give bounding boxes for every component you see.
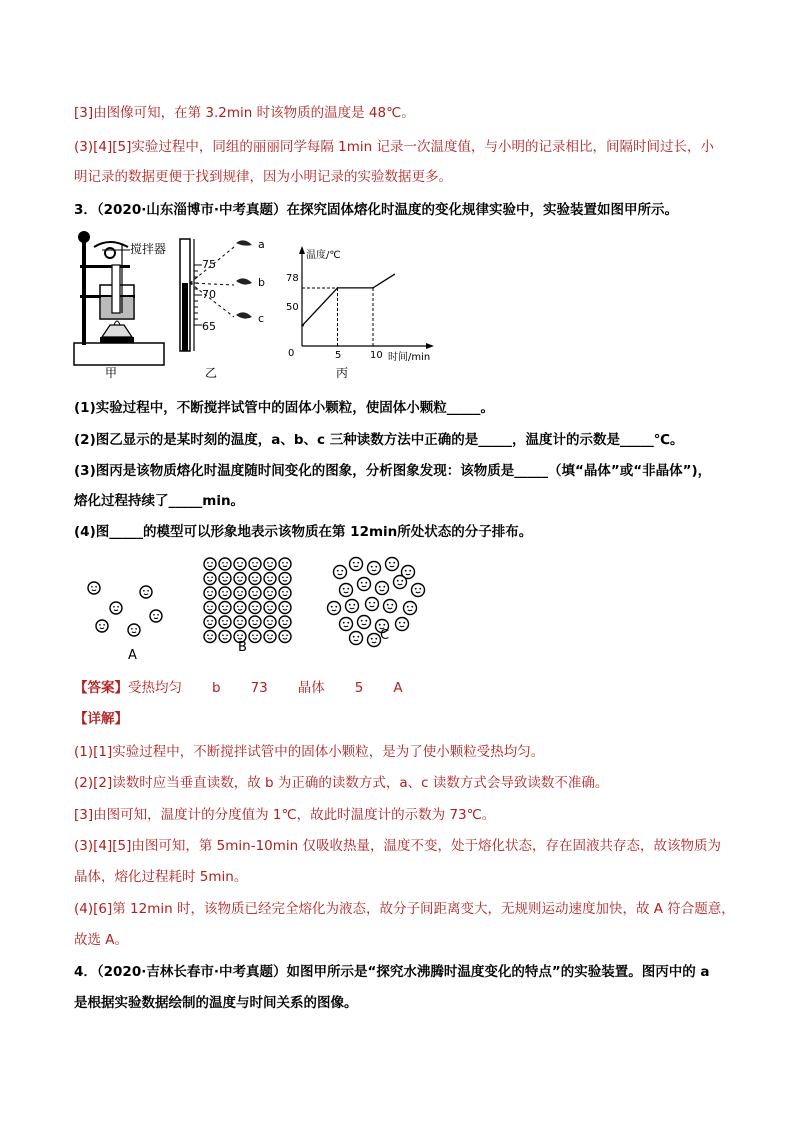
molecule-solid [219, 602, 231, 614]
molecule-solid [264, 587, 276, 599]
answer-6: A [393, 680, 403, 696]
molecule-liquid [346, 600, 359, 613]
chart-y-arrow [299, 246, 305, 254]
answer-tag: 【答案】 [74, 680, 128, 696]
molecule-liquid [396, 618, 409, 631]
molecule-solid [249, 573, 261, 585]
molecule-solid [249, 616, 261, 628]
molecule-solid [219, 616, 231, 628]
molecule-gas [140, 586, 152, 598]
molecule-liquid [376, 582, 389, 595]
molecule-gas [96, 620, 108, 632]
molecule-solid [234, 558, 246, 570]
molecule-solid [204, 558, 216, 570]
q3-part3-cont: 熔化过程持续了_____min。 [74, 493, 245, 509]
eye-label-c: c [258, 312, 265, 325]
q3-part1: (1)实验过程中，不断搅拌试管中的固体小颗粒，使固体小颗粒_____。 [74, 400, 494, 416]
figure-yi-thermometer [172, 235, 282, 355]
molecule-solid [264, 631, 276, 643]
molecule-solid [264, 616, 276, 628]
chart-x-arrow [426, 343, 434, 349]
detail-tag: 【详解】 [74, 711, 128, 727]
molecule-solid [219, 558, 231, 570]
prev-answer-line: [3]由图像可知，在第 3.2min 时该物质的温度是 48℃。 [74, 105, 415, 121]
answer-5: 5 [354, 680, 364, 696]
model-label-a: A [128, 648, 137, 663]
stirrer-leader-line [100, 245, 130, 255]
stirrer-label: 搅拌器 [130, 242, 167, 256]
molecule-solid [234, 587, 246, 599]
chart-x-tick-5: 5 [335, 350, 342, 361]
figure-bing-chart [282, 238, 442, 368]
detail-1: (1)[1]实验过程中，不断搅拌试管中的固体小颗粒，是为了使小颗粒受热均匀。 [74, 744, 545, 760]
molecule-solid [219, 631, 231, 643]
molecule-solid [279, 616, 291, 628]
detail-4: (3)[4][5]由图可知，第 5min-10min 仅吸收热量，温度不变，处于熔化状态，存在固液共存态，故该物质为 [74, 838, 722, 854]
molecule-models [84, 550, 464, 670]
molecule-solid [234, 573, 246, 585]
molecule-liquid [384, 600, 397, 613]
molecule-solid [204, 587, 216, 599]
molecule-solid [204, 616, 216, 628]
molecule-gas [128, 624, 140, 636]
molecule-solid [234, 602, 246, 614]
thermo-tick-75: 75 [202, 258, 216, 271]
molecule-solid [264, 573, 276, 585]
thermo-tick-65: 65 [202, 320, 216, 333]
chart-y-tick-50: 50 [286, 302, 299, 313]
molecule-solid [204, 573, 216, 585]
q3-part2: (2)图乙显示的是某时刻的温度，a、b、c 三种读数方法中正确的是_____，温度计的示数是_____℃。 [74, 432, 684, 448]
molecule-liquid [368, 562, 381, 575]
molecule-liquid [350, 558, 363, 571]
molecule-solid [204, 602, 216, 614]
molecule-solid [264, 602, 276, 614]
molecule-liquid [386, 558, 399, 571]
molecule-liquid [366, 598, 379, 611]
molecule-liquid [412, 584, 425, 597]
molecule-liquid [358, 578, 371, 591]
answer-line [74, 676, 403, 696]
molecule-gas [110, 602, 122, 614]
chart-xlabel: 时间/min [388, 352, 431, 363]
figure-bing-label: 丙 [336, 366, 349, 380]
chart-ylabel: 温度/℃ [306, 250, 341, 261]
detail-4-cont: 晶体，熔化过程耗时 5min。 [74, 869, 248, 885]
model-label-c: C [380, 628, 390, 643]
molecule-solid [234, 616, 246, 628]
figure-yi-label: 乙 [205, 366, 218, 380]
q3-part4: (4)图_____的模型可以形象地表示该物质在第 12min所处状态的分子排布。 [74, 524, 533, 540]
molecule-solid [279, 631, 291, 643]
thermo-tick-70: 70 [202, 288, 216, 301]
q4-stem: 4．（2020·吉林长春市·中考真题）如图甲所示是“探究水沸腾时温度变化的特点”的实验装置。图丙中的 a [74, 964, 710, 980]
molecule-gas [150, 610, 162, 622]
molecule-solid [204, 631, 216, 643]
molecule-solid [249, 558, 261, 570]
molecule-solid [219, 573, 231, 585]
model-label-b: B [238, 640, 247, 655]
molecule-solid [279, 587, 291, 599]
detail-5-cont: 故选 A。 [74, 932, 129, 948]
chart-y-tick-78: 78 [286, 273, 299, 284]
molecule-liquid [404, 602, 417, 615]
molecule-solid [249, 631, 261, 643]
molecule-liquid [340, 584, 353, 597]
molecule-solid [249, 587, 261, 599]
molecule-liquid [328, 602, 341, 615]
prev-detail-line-cont: 明记录的数据更便于找到规律，因为小明记录的实验数据更多。 [74, 169, 452, 185]
molecule-solid [249, 602, 261, 614]
chart-x-tick-0: 0 [288, 348, 295, 359]
molecule-solid [219, 587, 231, 599]
molecule-liquid [350, 632, 363, 645]
eye-label-a: a [258, 238, 265, 251]
eye-label-b: b [258, 276, 265, 289]
detail-2: (2)[2]读数时应当垂直读数，故 b 为正确的读数方式，a、c 读数方式会导致读数不准确。 [74, 775, 609, 791]
molecule-solid [279, 558, 291, 570]
molecule-solid [264, 558, 276, 570]
q4-stem-cont: 是根据实验数据绘制的温度与时间关系的图像。 [74, 995, 358, 1011]
answer-2: b [212, 680, 221, 696]
answer-3: 73 [250, 680, 268, 696]
molecule-solid [279, 573, 291, 585]
chart-series-line [302, 274, 394, 325]
q3-part3: (3)图丙是该物质熔化时温度随时间变化的图象，分析图象发现：该物质是_____（填“晶体”或“非晶体”)， [74, 463, 712, 479]
detail-5: (4)[6]第 12min 时，该物质已经完全熔化为液态，故分子间距离变大，无规则运动速度加快，故 A 符合题意， [74, 901, 735, 917]
molecule-liquid [368, 634, 381, 647]
prev-detail-line: (3)[4][5]实验过程中，同组的丽丽同学每隔 1min 记录一次温度值，与小明的记录相比，间隔时间过长，小 [74, 139, 714, 155]
q3-stem: 3．（2020·山东淄博市·中考真题）在探究固体熔化时温度的变化规律实验中，实验装置如图甲所示。 [74, 202, 678, 218]
chart-x-tick-10: 10 [370, 350, 383, 361]
detail-3: [3]由图可知，温度计的分度值为 1℃，故此时温度计的示数为 73℃。 [74, 807, 496, 823]
molecule-liquid [358, 616, 371, 629]
answer-1: 受热均匀 [128, 680, 182, 696]
answer-4: 晶体 [297, 680, 325, 696]
molecule-liquid [340, 618, 353, 631]
figure-jia-label: 甲 [105, 366, 118, 380]
molecule-liquid [394, 576, 407, 589]
molecule-solid [279, 602, 291, 614]
molecule-liquid [334, 566, 347, 579]
molecule-gas [88, 582, 100, 594]
